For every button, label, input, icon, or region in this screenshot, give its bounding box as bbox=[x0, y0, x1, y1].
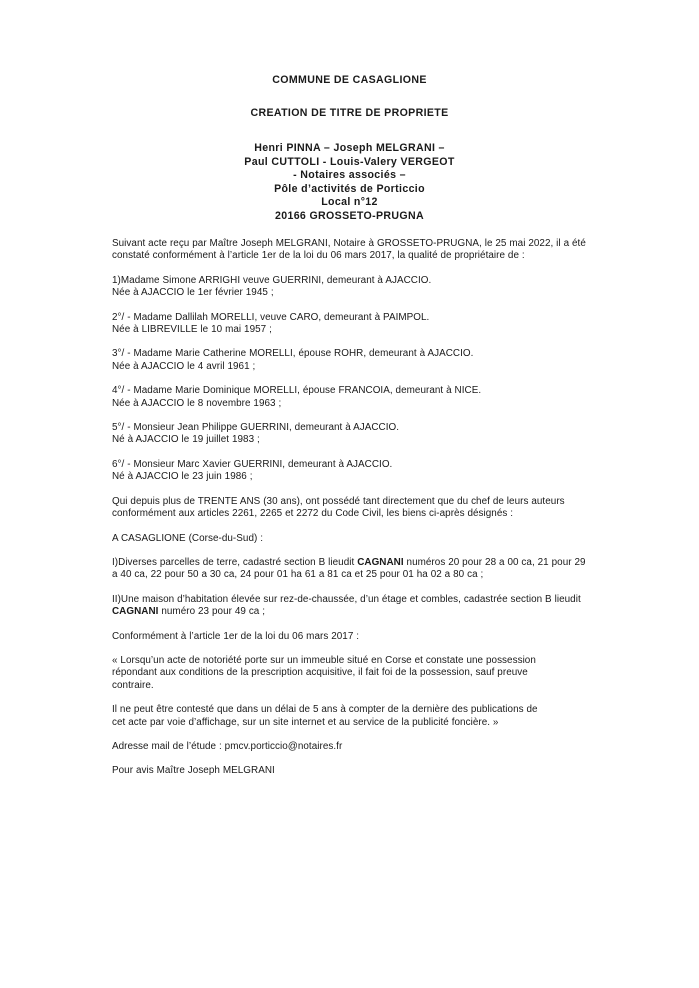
owner-birth: Née à LIBREVILLE le 10 mai 1957 ; bbox=[112, 324, 272, 336]
owner-entry bbox=[112, 312, 612, 337]
parcel-line: II)Une maison d’habitation élevée sur rez-de-chaussée, d’un étage et combles, cadastrée section B lieudit bbox=[112, 593, 581, 605]
law-reference: Conformément à l’article 1er de la loi du 06 mars 2017 : bbox=[112, 630, 360, 642]
possession-line: Qui depuis plus de TRENTE ANS (30 ans), ont possédé tant directement que du chef de leurs auteurs bbox=[112, 495, 565, 507]
signature-line: Pour avis Maître Joseph MELGRANI bbox=[112, 765, 275, 777]
notary-line: Local n°12 bbox=[321, 196, 378, 209]
office-email: Adresse mail de l’étude : pmcv.porticcio@notaires.fr bbox=[112, 740, 343, 752]
owner-identity: 2°/ - Madame Dallilah MORELLI, veuve CARO, demeurant à PAIMPOL. bbox=[112, 311, 430, 323]
parcel-line bbox=[112, 606, 612, 618]
notary-line: Pôle d’activités de Porticcio bbox=[274, 182, 425, 195]
parcel-line bbox=[112, 557, 612, 569]
notary-line: Henri PINNA – Joseph MELGRANI – bbox=[254, 142, 445, 154]
notary-line: 20166 GROSSETO-PRUGNA bbox=[274, 209, 425, 222]
possession-line: conformément aux articles 2261, 2265 et 2272 du Code Civil, les biens ci-après désignés : bbox=[112, 508, 514, 520]
parcel-lieudit: CAGNANI bbox=[112, 606, 159, 618]
intro-line: constaté conformément à l’article 1er de la loi du 06 mars 2017, la qualité de propriétaire de : bbox=[112, 250, 525, 262]
document-title: CREATION DE TITRE DE PROPRIETE bbox=[250, 107, 449, 119]
law-quote bbox=[112, 655, 612, 692]
owner-identity: 3°/ - Madame Marie Catherine MORELLI, épouse ROHR, demeurant à AJACCIO. bbox=[112, 348, 474, 360]
contest-line: cet acte par voie d’affichage, sur un site internet et au service de la publicité foncière. » bbox=[112, 716, 499, 728]
owner-birth: Née à AJACCIO le 4 avril 1961 ; bbox=[112, 360, 256, 372]
owner-identity: 1)Madame Simone ARRIGHI veuve GUERRINI, demeurant à AJACCIO. bbox=[112, 274, 432, 286]
quote-line: répondant aux conditions de la prescription acquisitive, il fait foi de la possession, sauf preuve bbox=[112, 667, 528, 679]
owner-entry bbox=[112, 348, 612, 373]
owner-birth: Né à AJACCIO le 23 juin 1986 ; bbox=[112, 471, 253, 483]
intro-paragraph bbox=[112, 238, 612, 263]
parcel-text-after: numéros 20 pour 28 a 00 ca, 21 pour 29 bbox=[403, 556, 586, 568]
owner-entry bbox=[112, 385, 612, 410]
owner-identity: 5°/ - Monsieur Jean Philippe GUERRINI, demeurant à AJACCIO. bbox=[112, 422, 400, 434]
parcel-text-before: I)Diverses parcelles de terre, cadastré section B lieudit bbox=[112, 556, 358, 568]
contest-paragraph bbox=[112, 704, 612, 729]
owner-entry bbox=[112, 422, 612, 447]
owner-birth: Née à AJACCIO le 1er février 1945 ; bbox=[112, 287, 274, 299]
intro-line: Suivant acte reçu par Maître Joseph MELGRANI, Notaire à GROSSETO-PRUGNA, le 25 mai 2022, il a été bbox=[112, 238, 586, 249]
document-header bbox=[0, 74, 699, 224]
location-heading: A CASAGLIONE (Corse-du-Sud) : bbox=[112, 532, 264, 544]
notary-line: Paul CUTTOLI - Louis-Valery VERGEOT bbox=[244, 155, 455, 168]
owner-identity: 6°/ - Monsieur Marc Xavier GUERRINI, demeurant à AJACCIO. bbox=[112, 458, 393, 470]
contest-line: Il ne peut être contesté que dans un délai de 5 ans à compter de la dernière des publications de bbox=[112, 704, 538, 716]
notary-office-block bbox=[0, 142, 699, 224]
possession-paragraph bbox=[112, 496, 612, 521]
owner-identity: 4°/ - Madame Marie Dominique MORELLI, épouse FRANCOIA, demeurant à NICE. bbox=[112, 385, 482, 397]
parcel-item-one bbox=[112, 557, 612, 582]
parcel-lieudit: CAGNANI bbox=[357, 556, 404, 568]
owner-birth: Né à AJACCIO le 19 juillet 1983 ; bbox=[112, 434, 260, 446]
parcel-text-after: numéro 23 pour 49 ca ; bbox=[158, 606, 266, 618]
parcel-item-two bbox=[112, 594, 612, 619]
owner-birth: Née à AJACCIO le 8 novembre 1963 ; bbox=[112, 397, 282, 409]
owner-entry bbox=[112, 275, 612, 300]
quote-line: contraire. bbox=[112, 679, 154, 691]
commune-heading: COMMUNE DE CASAGLIONE bbox=[272, 74, 427, 86]
document-body bbox=[112, 238, 612, 790]
owner-entry bbox=[112, 459, 612, 484]
notary-line: - Notaires associés – bbox=[293, 169, 406, 182]
parcel-line: a 40 ca, 22 pour 50 a 30 ca, 24 pour 01 ha 61 a 81 ca et 25 pour 01 ha 02 a 80 ca ; bbox=[112, 569, 484, 581]
quote-line: « Lorsqu’un acte de notoriété porte sur un immeuble situé en Corse et constate une possession bbox=[112, 654, 536, 666]
